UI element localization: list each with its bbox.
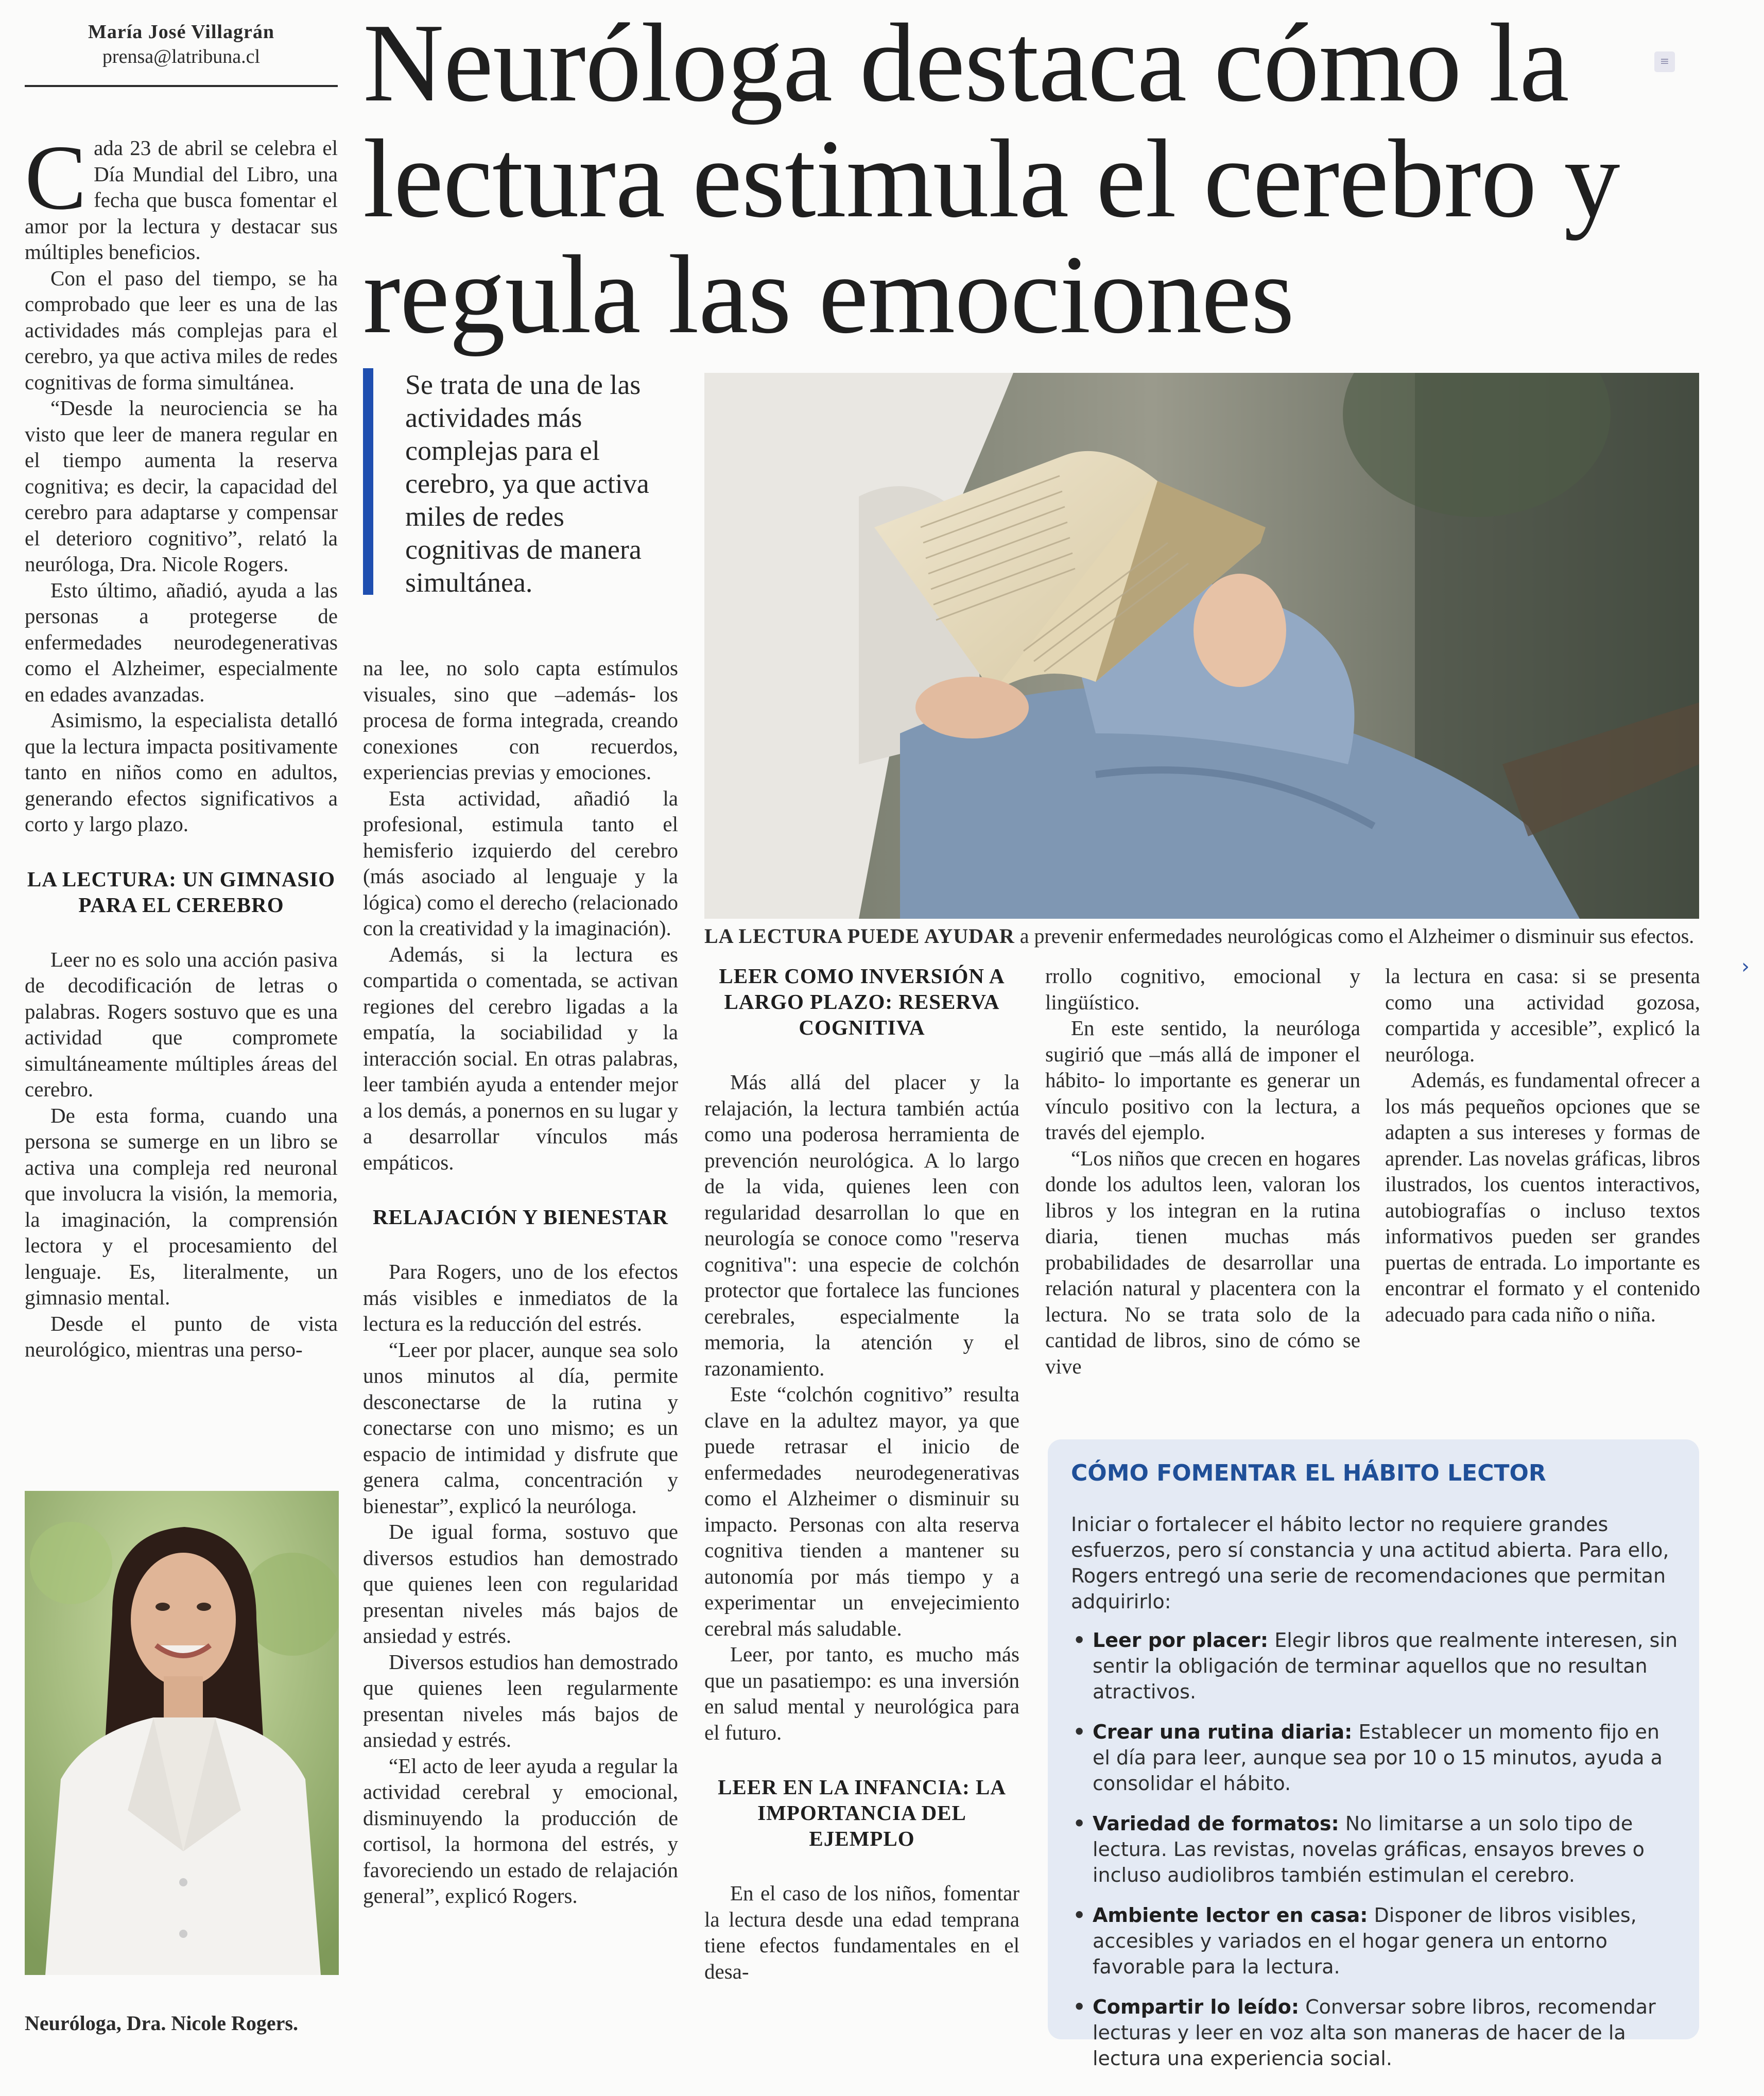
paragraph: Esto último, añadió, ayuda a las personas a protegerse de enfermedades neurodegenerativas como el Alzheimer, especialmente en edades avanzadas.: [25, 578, 338, 706]
tip-label: Compartir lo leído:: [1093, 1996, 1300, 2018]
caption-text: a prevenir enfermedades neurológicas como el Alzheimer o disminuir sus efectos.: [1014, 924, 1694, 948]
bullet-icon: •: [1073, 1904, 1086, 1927]
tip-label: Leer por placer:: [1093, 1629, 1269, 1652]
tip-text: Conversar sobre libros, recomendar lecturas y leer en voz alta son maneras de hacer de la lectura una experiencia social.: [1093, 1996, 1656, 2070]
paragraph: Leer no es solo una acción pasiva de decodificación de letras o palabras. Rogers sostuvo que es una actividad que compromete simultáneamente múltiples áreas del cerebro.: [25, 947, 338, 1101]
tip-text: Establecer un momento fijo en el día para leer, aunque sea por 10 o 15 minutos, ayuda a consolidar el hábito.: [1093, 1721, 1663, 1795]
tips-box-intro: Iniciar o fortalecer el hábito lector no requiere grandes esfuerzos, pero sí constancia y una actitud abierta. Para ello, Rogers entregó una serie de recomendaciones que permitan adquirirlo:: [1071, 1513, 1669, 1613]
paragraph: “Desde la neurociencia se ha visto que leer de manera regular en el tiempo aumenta la reserva cognitiva; es decir, la capacidad del cerebro para adaptarse y compensar el deterioro cognitivo”, relató la neuróloga, Dra. Nicole Rogers.: [25, 396, 338, 576]
paragraph: Más allá del placer y la relajación, la lectura también actúa como una poderosa herramienta de prevención neurológica. A lo largo de la vida, quienes leen con regularidad desarrollan lo que en neurología se conoce como "reserva cognitiva": una especie de colchón protector que fortalece las funciones cerebrales, especialmente la memoria, la atención y el razonamiento.: [704, 1070, 1019, 1380]
text-column-2: [363, 655, 678, 1909]
text-column-3: [704, 963, 1019, 1984]
paragraph: na lee, no solo capta estímulos visuales, sino que –además- los procesa de forma integrada, creando conexiones con recuerdos, experiencias previas y emociones.: [363, 656, 678, 784]
paragraph: De igual forma, sostuvo que diversos estudios han demostrado que quienes leen con regularidad presentan niveles más bajos de ansiedad y estrés.: [363, 1520, 678, 1647]
paragraph: Con el paso del tiempo, se ha comprobado que leer es una de las actividades más complejas para el cerebro, ya que activa miles de redes cognitivas de forma simultánea.: [25, 266, 338, 394]
drop-cap: C: [25, 126, 87, 229]
paragraph: “Los niños que crecen en hogares donde los adultos leen, valoran los libros y los integran en la rutina diaria, tienen muchas más probabilidades de desarrollar una relación natural y placentera con la lectura. No se trata solo de la cantidad de libros, sino de cómo se vive: [1045, 1146, 1360, 1378]
section-heading: LEER COMO INVERSIÓN A LARGO PLAZO: RESERVA COGNITIVA: [719, 964, 1005, 1039]
author-name: María José Villagrán: [88, 21, 274, 43]
paragraph: Para Rogers, uno de los efectos más visibles e inmediatos de la lectura es la reducción del estrés.: [363, 1260, 678, 1335]
byline-divider: [25, 85, 338, 87]
paragraph: Esta actividad, añadió la profesional, estimula tanto el hemisferio izquierdo del cerebro (más asociado al lenguaje y la lógica) como el derecho (relacionado con la creatividad y la imaginación).: [363, 786, 678, 940]
chevron-right-icon[interactable]: ›: [1741, 955, 1750, 978]
section-heading: RELAJACIÓN Y BIENESTAR: [372, 1205, 669, 1229]
tip-item: [1071, 1994, 1679, 2071]
paragraph: En el caso de los niños, fomentar la lectura desde una edad temprana tiene efectos fundamentales en el desa-: [704, 1881, 1019, 1983]
paragraph: rrollo cognitivo, emocional y lingüístico.: [1045, 964, 1360, 1014]
tip-item: [1071, 1811, 1679, 1888]
section-heading: LEER EN LA INFANCIA: LA IMPORTANCIA DEL EJEMPLO: [718, 1775, 1006, 1850]
tip-text: Disponer de libros visibles, accesibles y variados en el hogar genera un entorno favorable para la lectura.: [1093, 1904, 1637, 1978]
byline: [25, 21, 338, 68]
paragraph: En este sentido, la neuróloga sugirió que –más allá de imponer el hábito- lo importante es generar un vínculo positivo con la lectura, a través del ejemplo.: [1045, 1016, 1360, 1144]
note-icon[interactable]: ≡: [1654, 51, 1675, 72]
paragraph: Cada 23 de abril se celebra el Día Mundial del Libro, una fecha que busca fomentar el amor por la lectura y destacar sus múltiples beneficios.: [25, 126, 338, 264]
paragraph: Además, si la lectura es compartida o comentada, se activan regiones del cerebro ligadas a la empatía, la sociabilidad y la interacción social. En otras palabras, leer también ayuda a entender mejor a los demás, a ponernos en su lugar y a desarrollar vínculos más empáticos.: [363, 942, 678, 1174]
portrait-caption: Neuróloga, Dra. Nicole Rogers.: [25, 2012, 298, 2035]
tips-box-title: CÓMO FOMENTAR EL HÁBITO LECTOR: [1071, 1460, 1546, 1486]
paragraph: Leer, por tanto, es mucho más que un pasatiempo: es una inversión en salud mental y neurológica para el futuro.: [704, 1642, 1019, 1744]
paragraph: De esta forma, cuando una persona se sumerge en un libro se activa una compleja red neuronal que involucra la visión, la memoria, la imaginación, la comprensión lectora y el procesamiento del lenguaje. Es, literalmente, un gimnasio mental.: [25, 1103, 338, 1309]
paragraph: Este “colchón cognitivo” resulta clave en la adultez mayor, ya que puede retrasar el inicio de enfermedades neurodegenerativas como el Alzheimer o disminuir su impacto. Personas con alta reserva cognitiva tienden a mantener su autonomía por más tiempo y a experimentar un envejecimiento cerebral más saludable.: [704, 1382, 1019, 1640]
paragraph: Asimismo, la especialista detalló que la lectura impacta positivamente tanto en niños como en adultos, generando efectos significativos a corto y largo plazo.: [25, 708, 338, 836]
section-heading: LA LECTURA: UN GIMNASIO PARA EL CEREBRO: [27, 867, 336, 917]
paragraph: la lectura en casa: si se presenta como una actividad gozosa, compartida y accesible”, explicó la neuróloga.: [1385, 964, 1700, 1066]
caption-lead: LA LECTURA PUEDE AYUDAR: [704, 924, 1015, 948]
text-column-4: [1045, 963, 1360, 1379]
reading-photo-caption: [704, 923, 1699, 949]
tip-text: Elegir libros que realmente interesen, sin sentir la obligación de terminar aquellos que no resultan atractivos.: [1093, 1629, 1678, 1703]
tips-list: [1071, 1627, 1679, 2086]
reading-photo: [704, 373, 1699, 919]
paragraph: Además, es fundamental ofrecer a los más pequeños opciones que se adapten a sus intereses y formas de aprender. Las novelas gráficas, libros ilustrados, los cuentos interactivos, autobiografías o incluso textos informativos pueden ser grandes puertas de entrada. Lo importante es encontrar el formato y el contenido adecuado para cada niño o niña.: [1385, 1068, 1700, 1326]
tip-text: No limitarse a un solo tipo de lectura. Las revistas, novelas gráficas, ensayos breves o incluso audiolibros también estimulan el cerebro.: [1093, 1812, 1645, 1886]
tip-label: Variedad de formatos:: [1093, 1812, 1339, 1835]
portrait-photo: [25, 1491, 339, 1975]
bullet-icon: •: [1073, 1996, 1086, 2018]
tip-item: [1071, 1627, 1679, 1705]
bullet-icon: •: [1073, 1629, 1086, 1652]
pull-quote: [363, 368, 672, 598]
text-column-1: [25, 126, 338, 1363]
paragraph: “El acto de leer ayuda a regular la actividad cerebral y emocional, disminuyendo la producción de cortisol, la hormona del estrés, y favoreciendo un estado de relajación general”, explicó Rogers.: [363, 1754, 678, 1908]
paragraph: Diversos estudios han demostrado que quienes leen regularmente presentan niveles más bajos de ansiedad y estrés.: [363, 1650, 678, 1751]
paragraph: Desde el punto de vista neurológico, mientras una perso-: [25, 1311, 338, 1361]
headline: Neuróloga destaca cómo la lectura estimula el cerebro y regula las emociones: [363, 1, 1620, 357]
author-email[interactable]: prensa@latribuna.cl: [102, 46, 261, 67]
paragraph: “Leer por placer, aunque sea solo unos minutos al día, permite desconectarse de la rutina y conectarse con uno mismo; es un espacio de intimidad y disfrute que genera calma, concentración y bienestar”, explicó la neuróloga.: [363, 1337, 678, 1518]
pull-quote-bar: [363, 368, 373, 595]
bullet-icon: •: [1073, 1812, 1086, 1835]
tip-item: [1071, 1902, 1679, 1980]
text-column-5: [1385, 963, 1700, 1327]
pull-quote-text: Se trata de una de las actividades más complejas para el cerebro, ya que activa miles de redes cognitivas de manera simultánea.: [405, 369, 649, 598]
tip-item: [1071, 1719, 1679, 1796]
bullet-icon: •: [1073, 1721, 1086, 1743]
tip-label: Ambiente lector en casa:: [1093, 1904, 1368, 1927]
tips-box: [1048, 1439, 1699, 2070]
tip-label: Crear una rutina diaria:: [1093, 1721, 1353, 1743]
